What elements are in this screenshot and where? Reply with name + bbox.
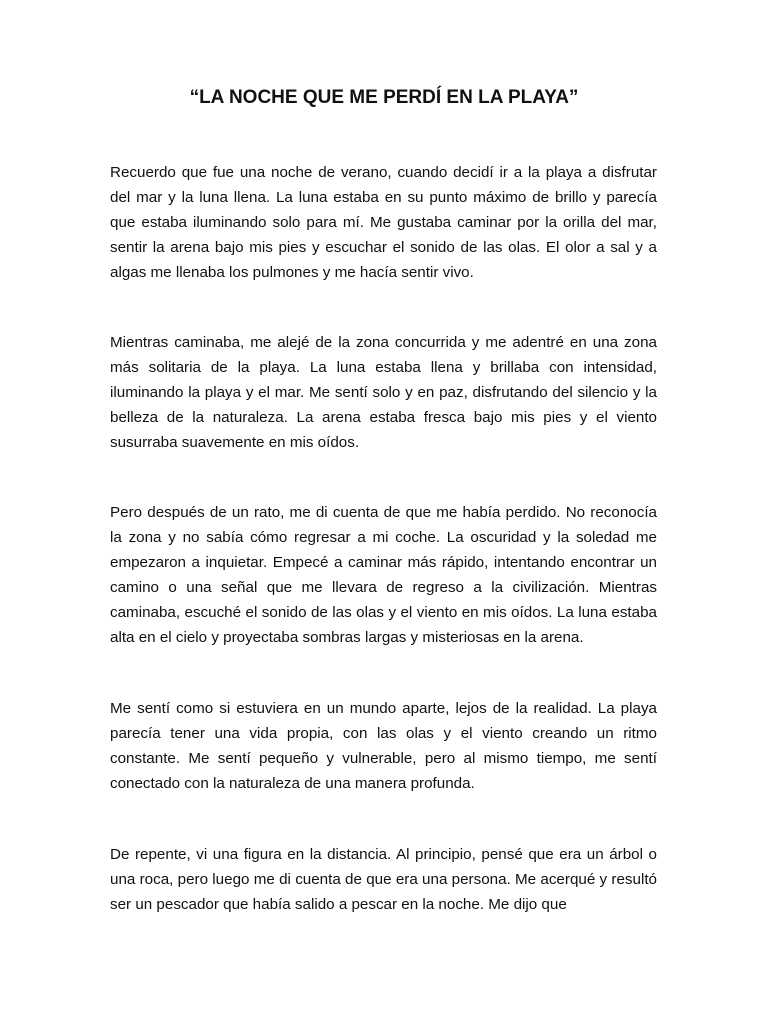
paragraph-3: Pero después de un rato, me di cuenta de que me había perdido. No reconocía la zona y no sabía cómo regresar a mi coche. La oscuridad y la soledad me empezaron a inquietar. Empecé a caminar más rápido, intentando encontrar un camino o una señal que me llevara de regreso a la civilización. Mientras caminaba, escuché el sonido de las olas y el viento en mis oídos. La luna estaba alta en el cielo y proyectaba sombras largas y misteriosas en la arena.	[110, 504, 657, 646]
paragraph-1: Recuerdo que fue una noche de verano, cuando decidí ir a la playa a disfrutar del mar y la luna llena. La luna estaba en su punto máximo de brillo y parecía que estaba iluminando solo para mí. Me gustaba caminar por la orilla del mar, sentir la arena bajo mis pies y escuchar el sonido de las olas. El olor a sal y a algas me llenaba los pulmones y me hacía sentir vivo.	[110, 164, 657, 281]
paragraph-5: De repente, vi una figura en la distancia. Al principio, pensé que era un árbol o una roca, pero luego me di cuenta de que era una persona. Me acerqué y resultó ser un pescador que había salido a pescar en la noche. Me dijo que	[110, 846, 657, 913]
document-title: “LA NOCHE QUE ME PERDÍ EN LA PLAYA”	[189, 87, 579, 108]
paragraph-4: Me sentí como si estuviera en un mundo aparte, lejos de la realidad. La playa parecía tener una vida propia, con las olas y el viento creando un ritmo constante. Me sentí pequeño y vulnerable, pero al mismo tiempo, me sentí conectado con la naturaleza de una manera profunda.	[110, 700, 657, 792]
paragraph-2: Mientras caminaba, me alejé de la zona concurrida y me adentré en una zona más solitaria de la playa. La luna estaba llena y brillaba con intensidad, iluminando la playa y el mar. Me sentí solo y en paz, disfrutando del silencio y la belleza de la naturaleza. La arena estaba fresca bajo mis pies y el viento susurraba suavemente en mis oídos.	[110, 334, 657, 451]
